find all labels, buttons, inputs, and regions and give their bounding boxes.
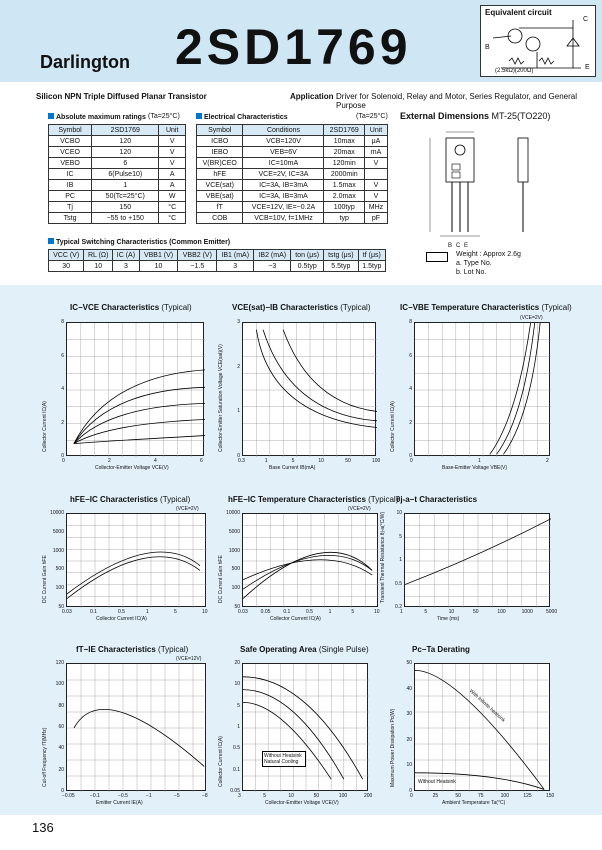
y-tick-label: 100 [231,585,240,592]
x-tick-label: 200 [364,793,373,799]
x-tick-label: −8 [202,793,208,799]
y-axis-label: Collector-Emitter Saturation Voltage VCE(sat)(V) [218,344,224,452]
x-axis-label: Emitter Current IE(A) [96,800,143,806]
x-axis-label: Base-Emitter Voltage VBE(V) [442,465,508,471]
y-axis-label: Collector Current IC(A) [42,401,48,452]
y-tick-label: 1 [399,557,402,563]
graph-title: IC−VBE Temperature Characteristics (Typical) [400,303,572,312]
x-tick-label: 100 [372,458,381,464]
graph-condition: (VCE=12V) [176,656,202,662]
x-tick-label: −0.05 [62,793,75,799]
x-axis-label: Ambient Temperature Ta(°C) [442,800,506,806]
graph-title: fT−IE Characteristics (Typical) [76,645,189,654]
y-tick-label: 0.1 [233,766,240,773]
y-tick-label: 2 [237,363,240,370]
y-tick-label: 20 [58,766,64,773]
equiv-label: Equivalent circuit [485,8,552,17]
x-tick-label: 0.1 [90,609,97,615]
application-text: Driver for Solenoid, Relay and Motor, Series Regulator, and General Purpose [336,92,578,110]
graph-note: Without Heatsink Natural Cooling [262,751,306,767]
x-tick-label: 5 [351,609,355,615]
y-tick-label: 0.2 [395,604,402,610]
abs-max-cond: (Ta=25°C) [148,113,180,120]
x-tick-label: 10 [448,609,455,615]
y-tick-label: 2 [409,419,412,426]
x-tick-label: 100 [500,793,509,799]
graph-title: Safe Operating Area (Single Pulse) [240,645,369,654]
elec-cond: (Ta=25°C) [356,113,388,120]
part-number: 2SD1769 [175,19,412,75]
graph-plot [404,513,550,607]
x-tick-label: 1 [400,609,403,615]
application-label: Application : [290,92,339,101]
type-label: Darlington [40,52,130,72]
y-tick-label: 3 [237,319,240,325]
y-tick-label: 60 [58,724,64,730]
pin-label-e: E [464,243,469,249]
switching-title: Typical Switching Characteristics (Common Emitter) [48,238,230,246]
y-tick-label: 0 [61,788,64,794]
x-axis-label: Collector-Emitter Voltage VCE(V) [265,800,339,806]
y-axis-label: Collector Current IC(A) [218,736,224,787]
graph-plot [242,663,368,791]
graph-condition: (VCE=2V) [348,506,371,512]
graph-condition: (VCE=2V) [520,315,543,321]
y-tick-label: 10 [234,681,240,688]
abs-max-title: Absolute maximum ratings [48,113,146,121]
x-tick-label: 1 [478,458,481,464]
y-tick-label: 10000 [226,510,240,516]
x-tick-label: 25 [432,793,439,799]
x-tick-label: 50 [473,609,479,615]
y-tick-label: 8 [409,319,412,325]
x-tick-label: −0.1 [90,793,100,799]
x-tick-label: 50 [455,793,461,799]
y-tick-label: 20 [406,736,412,743]
x-tick-label: 1 [146,609,149,615]
y-tick-label: 50 [406,660,412,666]
y-tick-label: 0 [237,453,240,459]
x-axis-label: Time (ms) [437,616,460,622]
y-axis-label: Collector Current IC(A) [390,401,396,452]
y-tick-label: 5000 [228,528,240,535]
x-tick-label: 0 [410,458,413,464]
x-tick-label: −1 [146,793,152,799]
y-tick-label: 0.5 [233,745,240,752]
graph-condition: (VCE=2V) [176,506,199,512]
y-tick-label: 0 [409,453,412,459]
x-tick-label: 1 [328,609,332,615]
graph-plot [66,513,206,607]
y-tick-label: 1 [237,724,240,730]
subtitle: Silicon NPN Triple Diffused Planar Transistor [36,92,207,101]
pin-label-c: C [456,243,461,249]
x-tick-label: 50 [345,458,351,464]
circuit-diagram [481,6,595,76]
abs-max-table: Symbol 2SD1769 Unit VCBO 120 V VCEO 120 V VEBO 6 V IC 6(Pulse10) A IB 1 A PC 50(Tc=25°C) W Tj 150 °C Tstg −55 to +150 °C [48,124,186,224]
x-tick-label: 0 [410,793,413,799]
x-tick-label: 125 [523,793,532,799]
y-axis-label: DC Current Gain hFE [218,555,224,603]
x-tick-label: −0.5 [118,793,128,799]
y-tick-label: 10 [396,510,402,516]
graph-title: θj-a−t Characteristics [396,495,478,504]
y-axis-label: Transient Thermal Resistance θj-a(°C/W) [380,511,386,603]
graph-title: hFE−IC Temperature Characteristics (Typical) [228,495,399,504]
y-tick-label: 1 [237,408,240,415]
x-tick-label: 100 [338,793,348,799]
x-tick-label: 5 [263,793,266,799]
pin-label-b: B [448,243,453,249]
weight-notes: Weight : Approx 2.6g a. Type No. b. Lot No. [456,251,521,276]
x-tick-label: 0.1 [283,609,291,615]
y-tick-label: 500 [231,566,240,573]
x-tick-label: 2 [108,458,111,464]
y-tick-label: 50 [58,604,64,610]
graph-plot [414,322,550,456]
y-tick-label: 80 [58,702,64,709]
equiv-values: (2.5kΩ)(200Ω) [495,68,534,74]
y-tick-label: 6 [409,352,412,359]
y-tick-label: 30 [406,711,412,718]
graph-title: IC−VCE Characteristics (Typical) [70,303,192,312]
x-tick-label: 0.03 [62,609,72,615]
pin-footprint [426,252,448,262]
x-axis-label: Base Current IB(mA) [269,465,316,471]
x-axis-label: Collector-Emitter Voltage VCE(V) [95,465,169,471]
curve-label: Without Heatsink [418,779,456,785]
y-tick-label: 50 [234,604,240,610]
equivalent-circuit [480,5,596,77]
package-drawing [400,124,596,248]
page-number: 136 [32,820,54,835]
pin-e-label: E [585,64,590,71]
y-tick-label: 4 [61,386,64,392]
y-tick-label: 0 [409,788,412,794]
ext-dim-title: External Dimensions MT-25(TO220) [400,111,551,121]
x-tick-label: 10 [288,793,294,799]
x-tick-label: 0 [62,458,65,464]
x-tick-label: 5 [174,609,177,615]
switching-table: VCC (V) RL (Ω) IC (A) VBB1 (V) VBB2 (V) IB1 (mA) IB2 (mA) ton (μs) tstg (μs) tf (μs) 30 10 3 10 −1.5 3 −3 0.5typ 5.5typ 1.5typ [48,249,386,272]
graph-title: hFE−IC Characteristics (Typical) [70,495,191,504]
x-tick-label: 6 [200,458,203,464]
y-tick-label: 1000 [228,547,240,554]
x-tick-label: 4 [154,458,157,464]
graph-plot [66,663,206,791]
x-tick-label: −5 [174,793,180,799]
x-tick-label: 150 [546,793,555,799]
x-tick-label: 10 [318,458,324,464]
y-tick-label: 4 [409,386,412,392]
y-tick-label: 5 [399,533,402,540]
x-tick-label: 0.5 [306,609,313,615]
y-tick-label: 100 [55,681,64,688]
curve-label: With Infinite heatsink [467,688,507,724]
y-tick-label: 100 [55,585,64,592]
y-tick-label: 40 [58,745,64,752]
y-tick-label: 8 [61,319,64,325]
x-tick-label: 10 [202,609,208,615]
x-tick-label: 1000 [521,609,533,615]
x-tick-label: 10 [374,609,380,615]
x-tick-label: 0.05 [260,609,271,615]
x-tick-label: 5000 [546,609,558,615]
y-tick-label: 10 [406,762,412,769]
pin-b-label: B [485,44,490,51]
x-tick-label: 100 [497,609,506,615]
y-tick-label: 40 [406,685,412,692]
x-tick-label: 0.3 [238,458,245,464]
graph-title: VCE(sat)−IB Characteristics (Typical) [232,303,371,312]
x-axis-label: Collector Current IC(A) [96,616,147,622]
x-tick-label: 0.03 [238,609,248,615]
y-tick-label: 500 [55,566,64,573]
x-tick-label: 3 [238,793,241,799]
y-tick-label: 5000 [52,528,64,535]
y-tick-label: 1000 [52,547,64,554]
y-tick-label: 0.05 [230,788,240,794]
y-tick-label: 10000 [50,510,64,516]
elec-table: Symbol Conditions 2SD1769 Unit ICBO VCB=120V 10max μA IEBO VEB=6V 20max mA V(BR)CEO IC=10mA 120min V hFE VCE=2V, IC=3A 2000min VCE(sat) IC=3A, IB=3mA 1.5max V VBE(sat) IC=3A, IB=3mA 2.0max V fT VCE=12V, IE=−0.2A 100typ MHz COB VCB=10V, f=1MHz typ pF [196,124,388,224]
x-tick-label: 5 [424,609,428,615]
x-tick-label: 1 [264,458,268,464]
graph-plot [66,322,204,456]
graph-plot [242,322,376,456]
y-axis-label: Cut-off Frequency fT(MHz) [42,727,48,787]
x-tick-label: 2 [546,458,549,464]
x-tick-label: 50 [313,793,320,799]
y-tick-label: 0 [61,453,64,459]
x-tick-label: 5 [291,458,295,464]
elec-title: Electrical Characteristics [196,113,288,121]
pin-c-label: C [583,16,589,23]
y-tick-label: 5 [237,702,240,709]
y-axis-label: Maximum Power Dissipation Pc(W) [390,708,396,787]
x-tick-label: 0.5 [118,609,125,615]
graph-title: Pc−Ta Derating [412,645,470,654]
graph-plot [414,663,550,791]
y-tick-label: 20 [234,660,240,666]
x-axis-label: Collector Current IC(A) [270,616,321,622]
y-tick-label: 120 [55,660,64,666]
y-tick-label: 6 [61,352,64,359]
y-tick-label: 0.5 [395,580,402,587]
y-axis-label: DC Current Gain hFE [42,555,48,603]
graph-plot [242,513,378,607]
y-tick-label: 2 [61,419,64,426]
x-tick-label: 75 [478,793,484,799]
